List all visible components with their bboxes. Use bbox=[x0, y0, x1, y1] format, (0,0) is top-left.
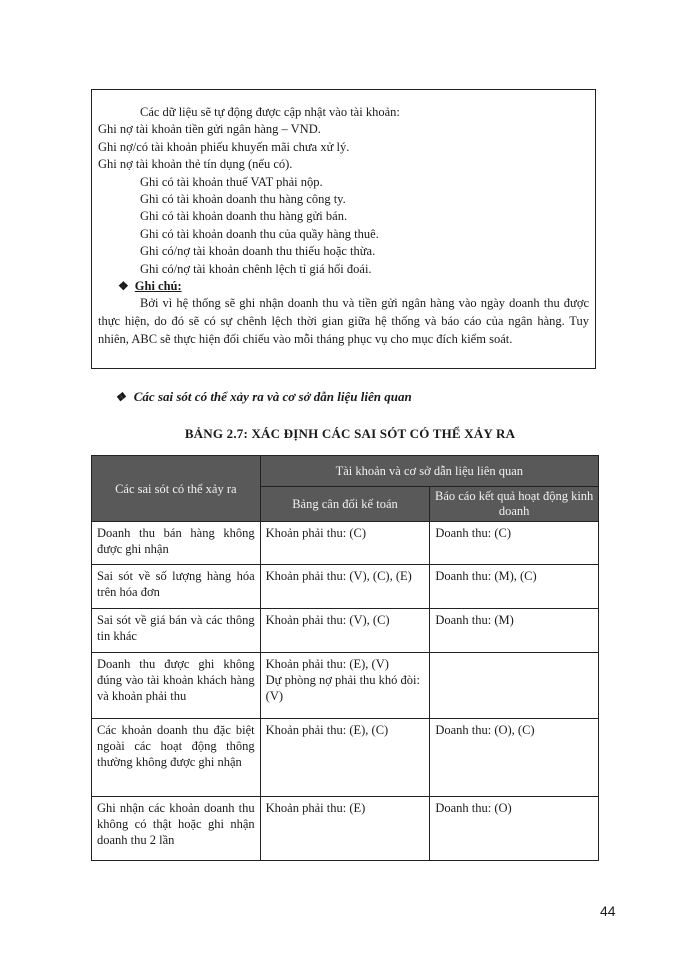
cell-income: Doanh thu: (O), (C) bbox=[430, 719, 599, 797]
box-line: Ghi có tài khoản thuế VAT phải nộp. bbox=[140, 174, 323, 189]
cell-income bbox=[430, 653, 599, 719]
cell-balance: Khoản phải thu: (V), (C) bbox=[260, 609, 430, 653]
page-number: 44 bbox=[600, 903, 616, 919]
table-row bbox=[92, 653, 599, 719]
table-row bbox=[92, 565, 599, 609]
col-header-errors: Các sai sót có thể xảy ra bbox=[92, 456, 261, 522]
table-row bbox=[92, 719, 599, 797]
cell-error: Sai sót về giá bán và các thông tin khác bbox=[92, 609, 261, 653]
cell-balance: Khoản phải thu: (C) bbox=[260, 522, 430, 565]
cell-balance: Khoản phải thu: (V), (C), (E) bbox=[260, 565, 430, 609]
group-header-accounts: Tài khoản và cơ sở dẫn liệu liên quan bbox=[260, 456, 598, 487]
cell-error: Các khoản doanh thu đặc biệt ngoài các hoạt động thông thường không được ghi nhận bbox=[92, 719, 261, 797]
diamond-bullet-icon: ❖ bbox=[118, 279, 129, 294]
cell-income: Doanh thu: (C) bbox=[430, 522, 599, 565]
note-text: Bởi vì hệ thống sẽ ghi nhận doanh thu và tiền gửi ngân hàng vào ngày doanh thu được thực hiện, do đó sẽ có sự chênh lệch thời gian giữa hệ thống và báo cáo của ngân hàng. Tuy nhiên, ABC sẽ thực hiện đối chiếu vào mỗi tháng phục vụ cho mục đích kiểm soát. bbox=[98, 296, 589, 346]
note-heading bbox=[98, 278, 589, 295]
box-line: Ghi nợ tài khoản tiền gửi ngân hàng – VND. bbox=[98, 122, 321, 137]
diamond-bullet-icon: ❖ bbox=[115, 389, 126, 404]
box-line: Ghi có tài khoản doanh thu của quầy hàng thuê. bbox=[140, 226, 379, 241]
col-header-balance-sheet: Bảng cân đối kế toán bbox=[260, 487, 430, 522]
cell-balance: Khoản phải thu: (E), (V) Dự phòng nợ phải thu khó đòi: (V) bbox=[260, 653, 430, 719]
box-intro: Các dữ liệu sẽ tự động được cập nhật vào tài khoản: bbox=[140, 105, 400, 119]
table-row bbox=[92, 797, 599, 861]
table-title: BẢNG 2.7: XÁC ĐỊNH CÁC SAI SÓT CÓ THỂ XẢY RA bbox=[184, 426, 516, 441]
box-line: Ghi nợ/có tài khoản phiếu khuyến mãi chưa xử lý. bbox=[98, 139, 350, 154]
cell-income: Doanh thu: (M) bbox=[430, 609, 599, 653]
cell-error: Ghi nhận các khoản doanh thu không có thật hoặc ghi nhận doanh thu 2 lần bbox=[92, 797, 261, 861]
cell-error: Doanh thu bán hàng không được ghi nhận bbox=[92, 522, 261, 565]
box-line: Ghi có/nợ tài khoản chênh lệch tỉ giá hối đoái. bbox=[140, 261, 372, 276]
note-label: Ghi chú: bbox=[134, 279, 182, 294]
cell-error: Sai sót về số lượng hàng hóa trên hóa đơn bbox=[92, 565, 261, 609]
box-line: Ghi nợ tài khoản thẻ tín dụng (nếu có). bbox=[98, 157, 293, 172]
cell-error: Doanh thu được ghi không đúng vào tài khoản khách hàng và khoản phải thu bbox=[92, 653, 261, 719]
col-header-income-statement: Báo cáo kết quả hoạt động kinh doanh bbox=[430, 487, 599, 522]
subheading-text: Các sai sót có thể xảy ra và cơ sở dẫn liệu liên quan bbox=[133, 389, 412, 404]
cell-income: Doanh thu: (M), (C) bbox=[430, 565, 599, 609]
box-line: Ghi có/nợ tài khoản doanh thu thiếu hoặc thừa. bbox=[140, 244, 376, 259]
box-line: Ghi có tài khoản doanh thu hàng gửi bán. bbox=[140, 209, 348, 224]
table-row bbox=[92, 522, 599, 565]
errors-table bbox=[91, 455, 599, 861]
box-line: Ghi có tài khoản doanh thu hàng công ty. bbox=[140, 192, 346, 207]
table-row bbox=[92, 609, 599, 653]
cell-income: Doanh thu: (O) bbox=[430, 797, 599, 861]
info-box bbox=[91, 89, 596, 369]
cell-balance: Khoản phải thu: (E), (C) bbox=[260, 719, 430, 797]
cell-balance: Khoản phải thu: (E) bbox=[260, 797, 430, 861]
section-subheading bbox=[115, 389, 412, 405]
